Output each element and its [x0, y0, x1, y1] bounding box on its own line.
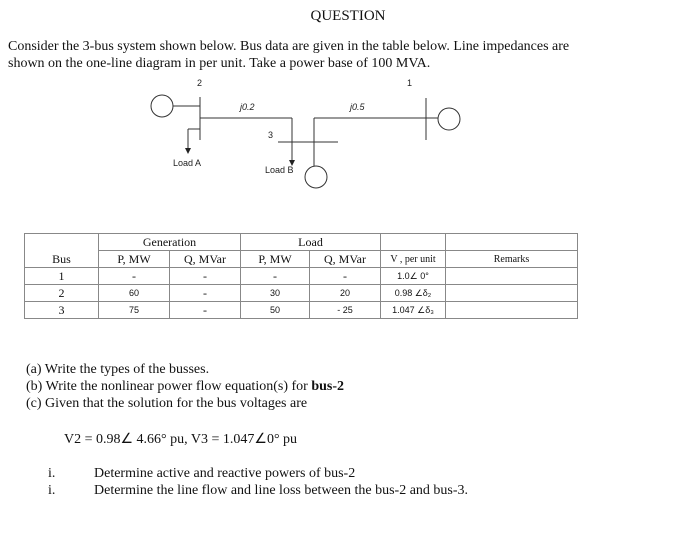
page-title: QUESTION [310, 8, 386, 24]
cell: - [241, 268, 310, 285]
cell: - [170, 285, 241, 302]
bus1-label: 1 [407, 78, 413, 88]
intro-text: Consider the 3-bus system shown below. Bus data are given in the table below. Line impedances are shown on the one-line diagram in per unit. Take a power base of 100 MVA. [8, 39, 570, 71]
impedance-23: j0.2 [240, 102, 255, 112]
bus3-label: 3 [268, 130, 274, 140]
cell: - [170, 268, 241, 285]
cell: 50 [241, 302, 310, 319]
one-line-diagram [0, 0, 696, 230]
sub-question-text: Determine active and reactive powers of bus-2 [94, 466, 356, 481]
table-row [25, 268, 578, 285]
sub-question-1 [48, 465, 355, 482]
cell: - [99, 268, 170, 285]
sub-question-2 [48, 482, 468, 499]
th-voltage: V , per unit [381, 251, 446, 268]
question-b-bold: bus-2 [311, 379, 344, 394]
cell: 1.0∠ 0° [381, 268, 446, 285]
cell: 20 [310, 285, 381, 302]
cell: 30 [241, 285, 310, 302]
voltage-solution: V2 = 0.98∠ 4.66° pu, V3 = 1.047∠0° pu [64, 432, 298, 447]
impedance-13: j0.5 [350, 102, 365, 112]
th-load: Load [241, 234, 381, 251]
cell: - [310, 268, 381, 285]
th-generation: Generation [99, 234, 241, 251]
question-b-label: (b) [26, 379, 43, 394]
cell: - [170, 302, 241, 319]
cell: 75 [99, 302, 170, 319]
generator-bus2 [151, 95, 173, 117]
cell: 60 [99, 285, 170, 302]
cell: 1 [25, 268, 99, 285]
cell: 3 [25, 302, 99, 319]
question-b [26, 378, 344, 395]
question-a-text: Write the types of the busses. [44, 362, 210, 377]
sub-question-num: i. [48, 466, 56, 481]
th-load-p: P, MW [241, 251, 310, 268]
th-bus: Bus [25, 234, 99, 268]
cell [446, 268, 578, 285]
question-a-label: (a) [26, 362, 42, 377]
sub-question-text: Determine the line flow and line loss between the bus-2 and bus-3. [94, 483, 469, 498]
question-c-label: (c) [26, 396, 42, 411]
bus-data-table [24, 233, 578, 319]
question-c [26, 395, 307, 412]
generator-bus1 [438, 108, 460, 130]
cell: 0.98 ∠δ₂ [381, 285, 446, 302]
question-c-text: Given that the solution for the bus voltages are [45, 396, 308, 411]
cell: 1.047 ∠δ₃ [381, 302, 446, 319]
cell [446, 285, 578, 302]
generator-bus3 [305, 166, 327, 188]
load-a-label: Load A [173, 158, 202, 168]
cell: 2 [25, 285, 99, 302]
table-row [25, 285, 578, 302]
question-b-text: Write the nonlinear power flow equation(s) for [45, 379, 312, 394]
table-row [25, 302, 578, 319]
sub-question-num: i. [48, 483, 56, 498]
cell: - 25 [310, 302, 381, 319]
th-gen-p: P, MW [99, 251, 170, 268]
th-gen-q: Q, MVar [170, 251, 241, 268]
th-load-q: Q, MVar [310, 251, 381, 268]
cell [446, 302, 578, 319]
th-remarks: Remarks [446, 251, 578, 268]
load-b-label: Load B [265, 165, 294, 175]
bus2-label: 2 [197, 78, 203, 88]
question-a [26, 361, 209, 378]
